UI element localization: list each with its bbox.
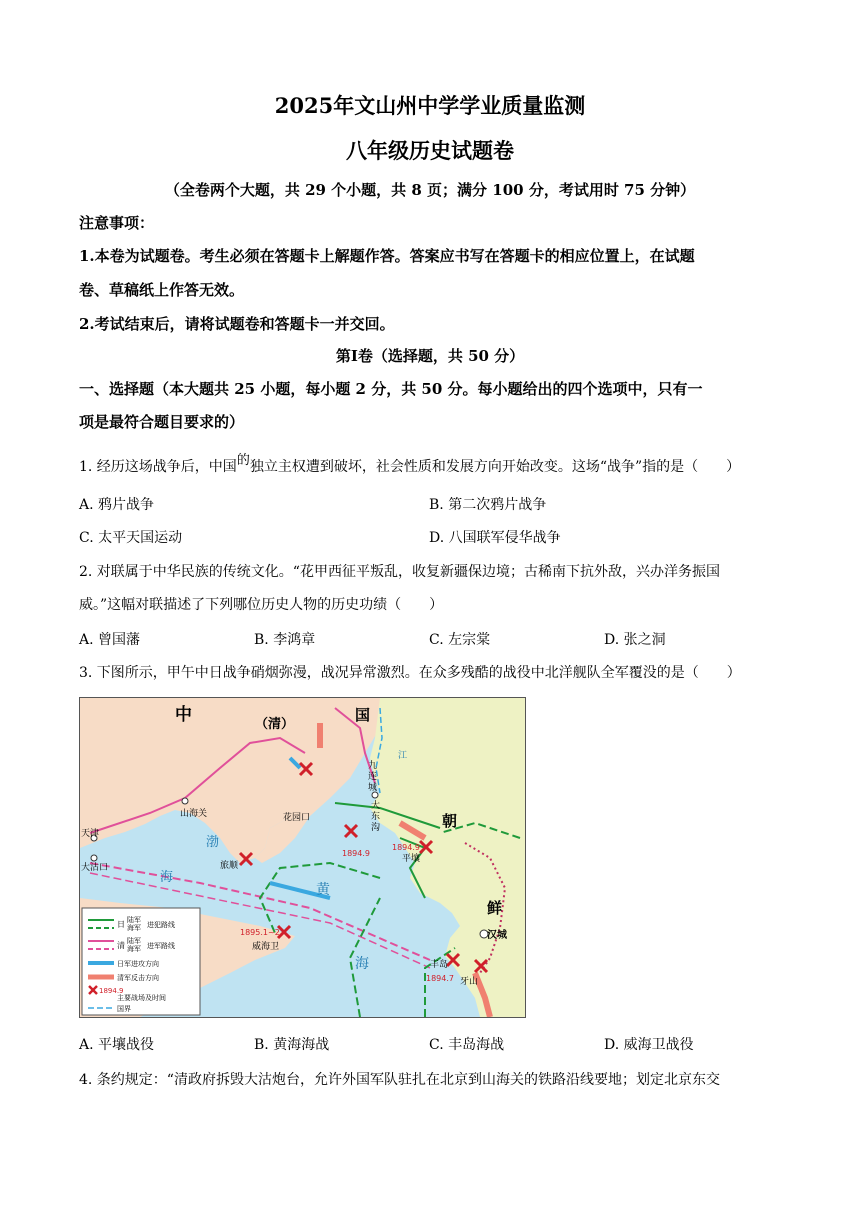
legend-battle-desc: 主要战场及时间 <box>117 994 166 1002</box>
map-label-bo-sea: 海 <box>160 870 174 885</box>
map-date-pingrang: 1894.9 <box>392 843 420 852</box>
legend-qing-navy: 海军 <box>127 945 141 953</box>
section-heading-cont: 项是最符合题目要求的） <box>79 413 245 431</box>
notice-item-2: 2.考试结束后，请将试题卷和答题卡一并交回。 <box>79 315 395 333</box>
question-1-option-a: A. 鸦片战争 <box>79 497 155 513</box>
exam-info: （全卷两个大题，共 29 个小题，共 8 页；满分 100 分，考试用时 75 分钟） <box>164 181 696 199</box>
question-2-option-c: C. 左宗棠 <box>429 632 491 648</box>
question-2-option-a: A. 曾国藩 <box>79 632 141 648</box>
map-label-jiuliancheng-3: 城 <box>368 783 378 793</box>
legend-qing: 清 <box>117 941 125 950</box>
question-3-stem: 3. 下图所示，甲午中日战争硝烟弥漫，战况异常激烈。在众多残酷的战役中北洋舰队全军覆没的是（ ） <box>79 665 741 681</box>
question-3-option-c: C. 丰岛海战 <box>429 1037 505 1053</box>
map-label-dadonggou-3: 沟 <box>371 823 381 833</box>
question-3-option-b: B. 黄海海战 <box>254 1037 330 1053</box>
map-date-weihai: 1895.1~2 <box>240 928 280 937</box>
map-label-dadonggou-1: 大 <box>371 801 381 811</box>
map-label-jiuliancheng-2: 连 <box>368 772 378 782</box>
question-3-option-a: A. 平壤战役 <box>79 1037 155 1053</box>
legend-qing-counter: 清军反击方向 <box>117 974 159 982</box>
map-label-weihaiwei: 威海卫 <box>252 942 280 952</box>
question-4-stem: 4. 条约规定：“清政府拆毁大沽炮台，允许外国军队驻扎在北京到山海关的铁路沿线要地；划定北京东交 <box>79 1072 720 1088</box>
map-label-huayuankou: 花园口 <box>283 813 311 823</box>
map-date-fengdao: 1894.7 <box>426 974 454 983</box>
legend-japan-route: 进犯路线 <box>147 921 175 929</box>
map-legend <box>82 908 200 1015</box>
map-label-yashan: 牙山 <box>460 977 479 987</box>
map-label-huang: 黄 <box>316 882 330 898</box>
sino-japanese-war-map <box>79 697 526 1018</box>
exam-title: 2025年文山州中学学业质量监测 <box>274 93 586 118</box>
map-label-dadonggou-2: 东 <box>371 812 381 822</box>
map-label-hancheng: 汉城 <box>487 930 507 941</box>
legend-battle-date: 1894.9 <box>99 987 124 995</box>
question-1-option-d: D. 八国联军侵华战争 <box>429 530 561 546</box>
map-label-zhong: 中 <box>175 705 192 725</box>
legend-japan-army: 陆军 <box>127 916 141 924</box>
question-1-option-b: B. 第二次鸦片战争 <box>429 497 547 513</box>
map-label-dagukou: 大沽口 <box>81 863 109 873</box>
legend-japan: 日 <box>117 920 125 929</box>
legend-border: 国界 <box>117 1005 131 1013</box>
map-label-qing: （清） <box>255 717 295 732</box>
section-heading: 一、选择题（本大题共 25 小题，每小题 2 分，共 50 分。每小题给出的四个选项中，只有一 <box>79 380 703 398</box>
map-date-yalu: 1894.9 <box>342 849 370 858</box>
map-label-xian: 鲜 <box>487 899 503 917</box>
notice-item-1: 1.本卷为试题卷。考生必须在答题卡上解题作答。答案应书写在答题卡的相应位置上，在试题 <box>79 247 695 265</box>
map-label-huang-sea: 海 <box>355 956 369 972</box>
exam-subject-title: 八年级历史试题卷 <box>346 138 514 163</box>
map-label-lushun: 旅顺 <box>220 861 239 871</box>
map-label-fengdao: 丰岛 <box>430 960 449 970</box>
question-2-stem-cont: 威。”这幅对联描述了下列哪位历史人物的历史功绩（ ） <box>79 597 444 613</box>
map-label-chao: 朝 <box>442 812 458 830</box>
legend-japan-attack: 日军进攻方向 <box>117 960 159 968</box>
map-label-pingrang: 平壤 <box>402 854 421 864</box>
part-title: 第Ⅰ卷（选择题，共 50 分） <box>335 347 525 365</box>
question-2-option-b: B. 李鸿章 <box>254 632 316 648</box>
question-3-option-d: D. 威海卫战役 <box>604 1037 694 1053</box>
question-1-option-c: C. 太平天国运动 <box>79 530 183 546</box>
map-label-tianjin: 天津 <box>81 829 100 839</box>
map-label-bo: 渤 <box>206 835 220 850</box>
question-2-option-d: D. 张之洞 <box>604 632 666 648</box>
legend-japan-navy: 海军 <box>127 924 141 932</box>
question-2-stem: 2. 对联属于中华民族的传统文化。“花甲西征平叛乱，收复新疆保边境；古稀南下抗外敌，兴办洋务振国 <box>79 564 720 580</box>
legend-qing-route: 进军路线 <box>147 942 175 950</box>
map-label-guo: 国 <box>355 706 371 724</box>
map-label-jiuliancheng-1: 九 <box>368 761 378 771</box>
map-label-shanhaiguan: 山海关 <box>180 809 208 819</box>
question-1-stem: 1. 经历这场战争后，中国的独立主权遭到破坏，社会性质和发展方向开始改变。这场“战争”指的是（ ） <box>79 453 741 475</box>
legend-qing-army: 陆军 <box>127 937 141 945</box>
notice-item-1-cont: 卷、草稿纸上作答无效。 <box>79 281 245 299</box>
map-label-jiang: 江 <box>398 751 408 761</box>
notice-heading: 注意事项： <box>79 214 155 232</box>
